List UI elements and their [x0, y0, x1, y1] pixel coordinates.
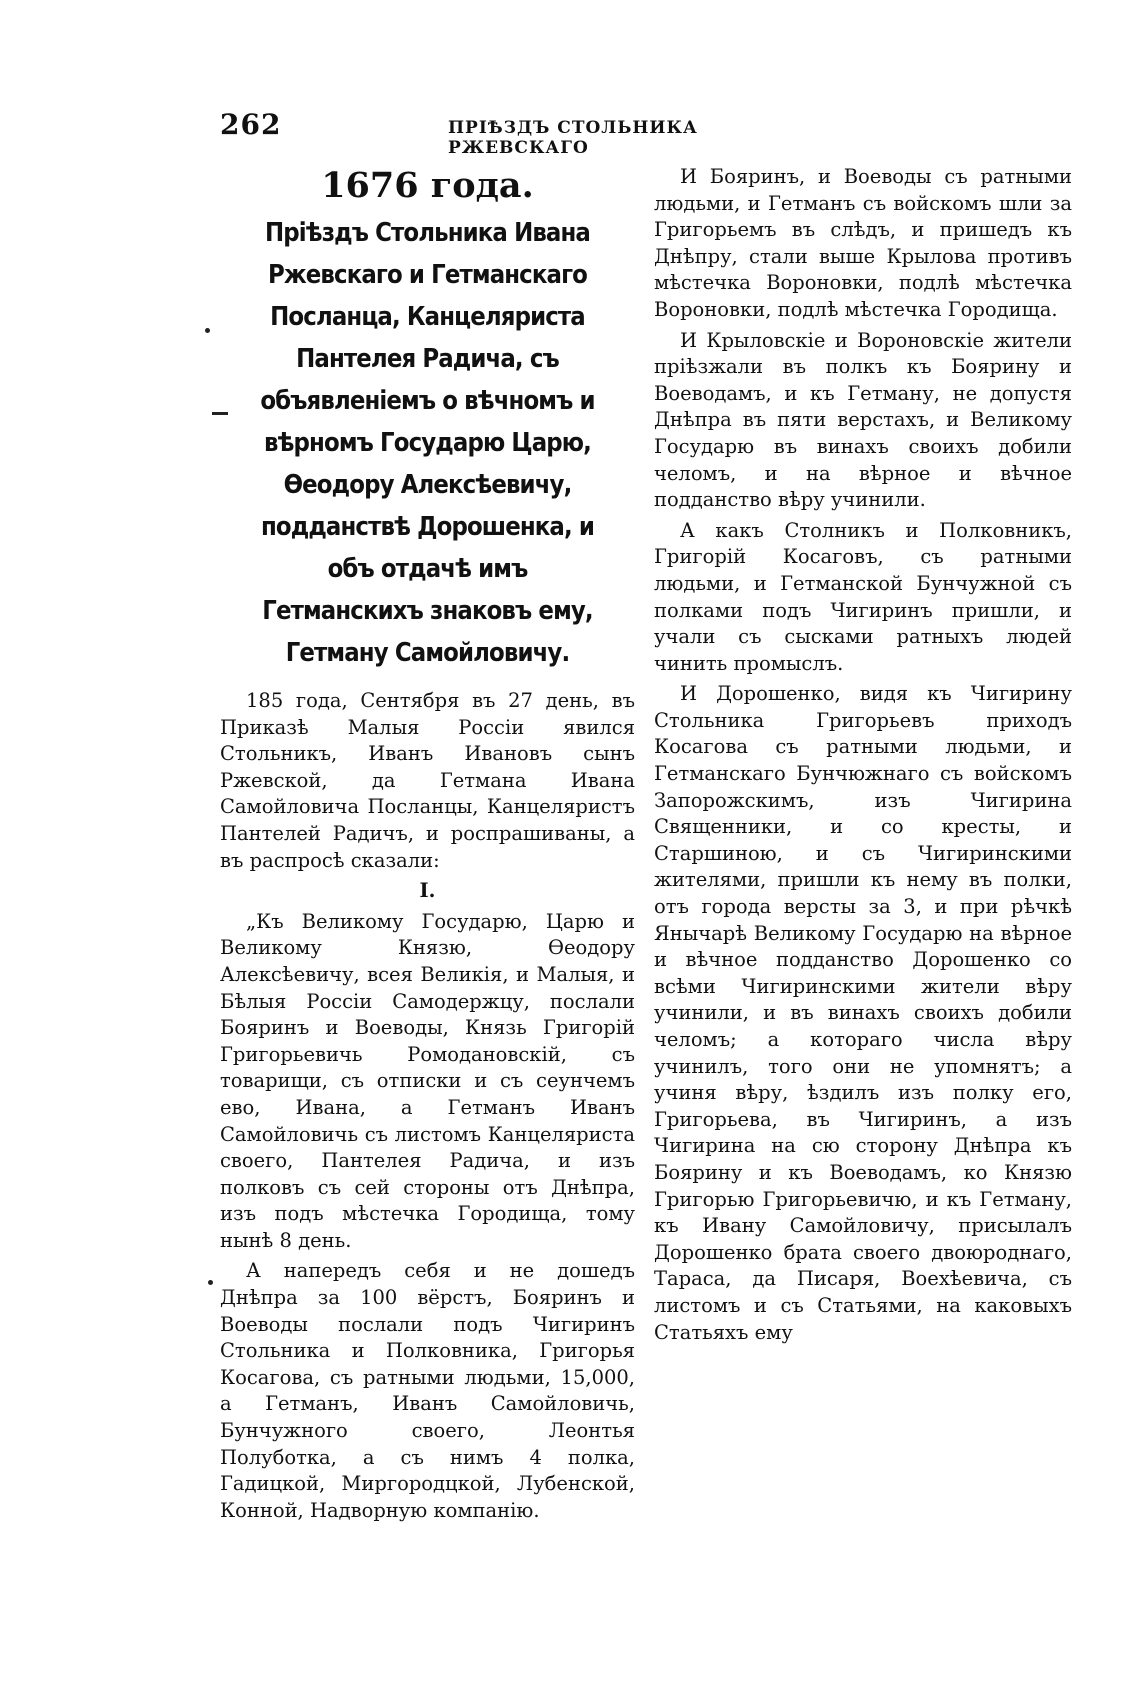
section-number: I.: [419, 879, 436, 903]
paragraph: 185 года, Сентября въ 27 день, въ Приказѣ Малыя Россіи явился Стольникъ, Иванъ Ивановъ сынъ Ржевской, да Гетмана Ивана Самойловича Посланцы, Канцеляристъ Пантелей Радичъ, и роспрашиваны, а въ распросѣ сказали:: [220, 689, 635, 872]
paragraph: „Къ Великому Государю, Царю и Великому Князю, Ѳеодору Алексѣевичу, всея Великія, и Малыя, и Бѣлыя Россіи Самодержцу, послали Бояринъ и Воеводы, Князь Григорій Григорьевичь Ромодановскій, съ товарищи, съ отписки и съ сеунчемъ ево, Ивана, а Гетманъ Иванъ Самойловичь съ листомъ Канцеляриста своего, Пантелея Радича, и изъ полковъ съ сей стороны отъ Днѣпра, изъ подъ мѣстечка Городища, тому нынѣ 8 день.: [220, 909, 635, 1252]
paragraph: А напередъ себя и не дошедъ Днѣпра за 100 вёрстъ, Бояринъ и Воеводы послали подъ Чигиринъ Стольника и Полковника, Григорья Косагова, съ ратными людьми, 15,000, а Гетманъ, Иванъ Самойловичь, Бунчужного своего, Леонтья Полуботка, а съ нимъ 4 полка, Гадицкой, Миргородцкой, Лубенской, Конной, Надворную компанію.: [220, 1259, 635, 1522]
paragraph: А какъ Столникъ и Полковникъ, Григорій Косаговъ, съ ратными людьми, и Гетманской Бунчужной съ полками подъ Чигиринъ пришли, и учали съ сысками ратныхъ людей чинить промыслъ.: [654, 518, 1072, 675]
scan-mark: [205, 328, 210, 333]
page-number: 262: [220, 108, 282, 141]
document-title: Пріѣздъ Стольника Ивана Ржевскаго и Гетманскаго Посланца, Канцеляриста Пантелея Радича, съ объявленіемъ о вѣчномъ и вѣрномъ Государю Царю, Ѳеодору Алексѣевичу, подданствѣ Дорошенка, и объ отдачѣ имъ Гетманскихъ знаковъ ему, Гетману Самойловичу.: [260, 218, 595, 668]
left-column: [220, 164, 635, 1528]
page-header: [220, 108, 840, 158]
paragraph: И Крыловскіе и Вороновскіе жители пріѣзжали въ полкъ къ Боярину и Воеводамъ, и къ Гетману, не допустя Днѣпра въ пяти верстахъ, и Великому Государю въ винахъ своихъ добили челомъ, и на вѣрное и вѣчное подданство вѣру учинили.: [654, 328, 1072, 512]
running-title: ПРІѢЗДЪ СТОЛЬНИКА РЖЕВСКАГО: [448, 118, 698, 158]
paragraph: И Бояринъ, и Воеводы съ ратными людьми, и Гетманъ съ войскомъ шли за Григорьемъ въ слѣдъ, и пришедъ къ Днѣпру, стали выше Крылова противъ мѣстечка Вороновки, подлѣ мѣстечка Вороновки, подлѣ мѣстечка Городища.: [654, 165, 1072, 321]
year-heading: 1676 года.: [321, 165, 534, 206]
scan-mark: [212, 412, 228, 415]
scan-mark: [208, 1280, 213, 1285]
right-column: [654, 164, 1072, 1350]
paragraph: И Дорошенко, видя къ Чигирину Стольника Григорьевъ приходъ Косагова съ ратными людьми, и Гетманскаго Бунчюжнаго съ войскомъ Запорожскимъ, изъ Чигирина Священники, и со кресты, и Старшиною, и съ Чигиринскими жителями, пришли къ нему въ полки, отъ города версты за 3, и при рѣчкѣ Янычарѣ Великому Государю на вѣрное и вѣчное подданство Дорошенко со всѣми Чигиринскими жители вѣру учинили, и въ винахъ своихъ добили челомъ; а котораго числа вѣру учинилъ, того они не упомнятъ; а учиня вѣру, ѣздилъ изъ полку его, Григорьева, въ Чигиринъ, а изъ Чигирина на сю сторону Днѣпра къ Боярину и къ Воеводамъ, ко Князю Григорью Григорьевичю, и къ Гетману, къ Ивану Самойловичу, присылалъ Дорошенко брата своего двоюроднаго, Тараса, да Писаря, Воехѣевича, съ листомъ и съ Статьями, на каковыхъ Статьяхъ ему: [654, 682, 1072, 1344]
